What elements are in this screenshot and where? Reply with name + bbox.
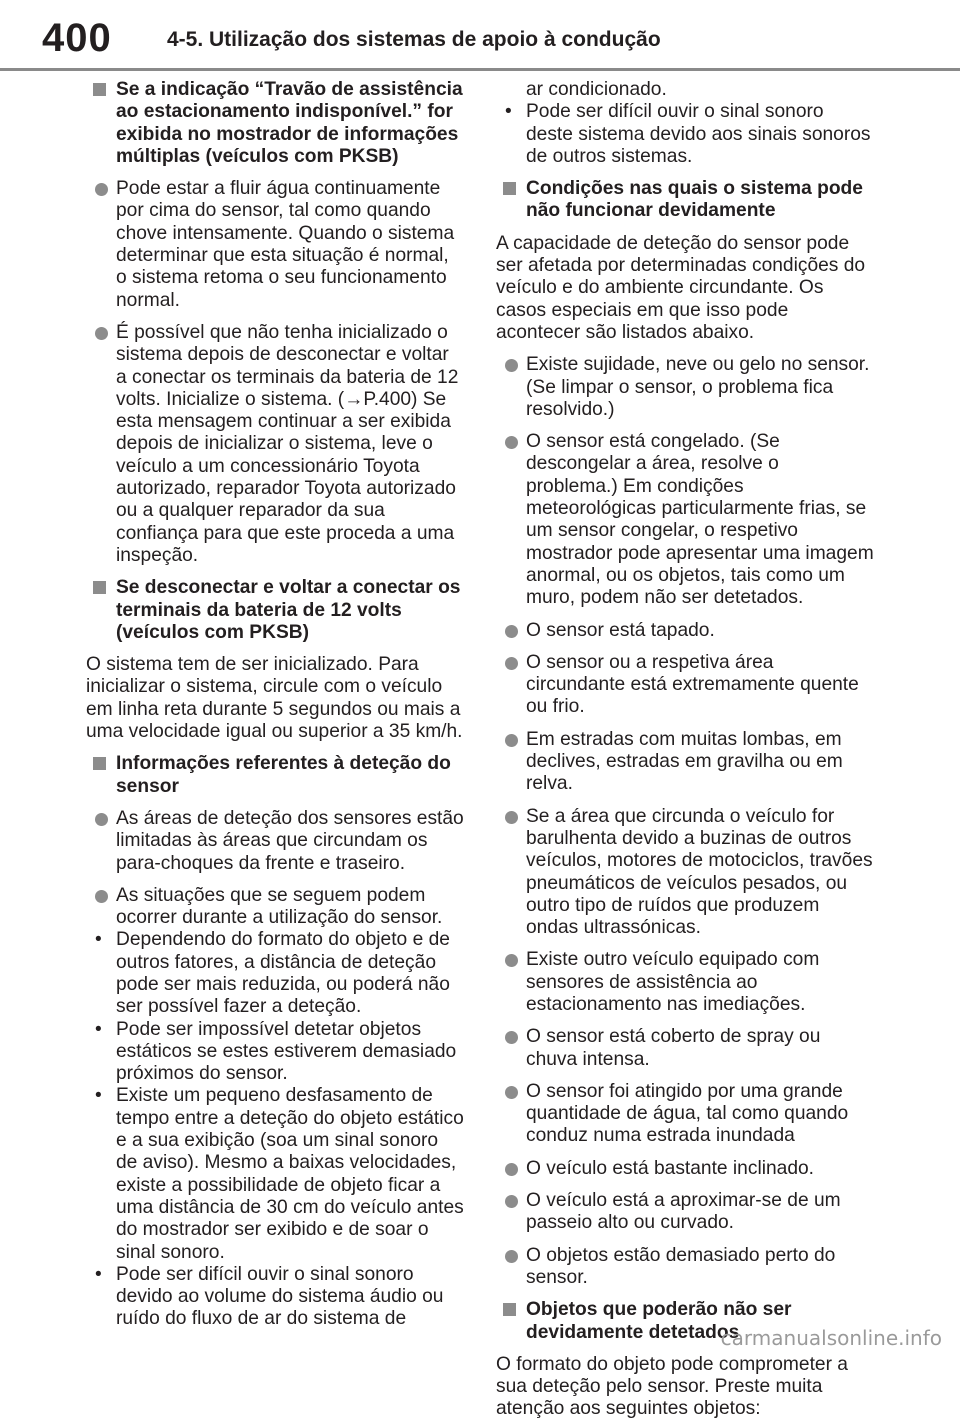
continuation-text: ar condicionado. (526, 79, 667, 100)
paragraph-object-shape: O formato do objeto pode comprometer a sua deteção pelo sensor. Preste muita atenção aos seguintes objetos: (496, 1353, 848, 1420)
bullet-curb: O veículo está a aproximar-se de um passeio alto ou curvado. (496, 1190, 874, 1235)
bullet-water-flow: Pode estar a fluir água continuamente por cima do sensor, tal como quando chove intensamente. Quando o sistema determinar que esta situação é normal, o sistema retoma o seu funcionamento normal. (86, 178, 464, 312)
heading-sensor-detection: Informações referentes à deteção do sensor (86, 753, 464, 798)
sub-bullet-static-objects: • Pode ser impossível detetar objetos estáticos se estes estiverem demasiado próximos do sensor. (86, 1019, 464, 1086)
sub-bullet-audio-volume: • Pode ser difícil ouvir o sinal sonoro devido ao volume do sistema áudio ou ruído do fluxo de ar do sistema de (86, 1264, 464, 1331)
bullet-frozen: O sensor está congelado. (Se descongelar a área, resolve o problema.) Em condições meteorológicas particularmente frias, se um sensor congelar, o respetivo mostrador pode apresentar uma imagem anormal, ou os objetos, tais como um muro, podem não ser detetados. (496, 431, 874, 609)
section-title: 4-5. Utilização dos sistemas de apoio à condução (167, 28, 661, 51)
bullet-covered: O sensor está tapado. (496, 620, 874, 642)
bullet-not-initialized: É possível que não tenha inicializado o sistema depois de desconectar e voltar a conectar os terminais da bateria de 12 volts. Inicialize o sistema. (→P.400) Se esta mensagem continuar a ser exibida depois de inicializar o sistema, leve o veículo a um concessionário Toyota autorizado, reparador Toyota autorizado ou a qualquer reparador da sua confiança para que este proceda a uma inspeção. (86, 322, 464, 567)
heading-pksb-unavailable: Se a indicação “Travão de assistência ao estacionamento indisponível.” for exibida no mostrador de informações múltiplas (veículos com PKSB) (86, 79, 464, 168)
bullet-too-close: O objetos estão demasiado perto do sensor. (496, 1245, 874, 1290)
right-column (496, 79, 874, 1421)
sub-bullet-other-sounds: • Pode ser difícil ouvir o sinal sonoro deste sistema devido aos sinais sonoros de outros sistemas. (496, 101, 874, 168)
page-number: 400 (42, 16, 112, 60)
heading-malfunction-conditions: Condições nas quais o sistema pode não funcionar devidamente (496, 178, 874, 223)
bullet-water: O sensor foi atingido por uma grande quantidade de água, tal como quando conduz numa estrada inundada (496, 1081, 874, 1148)
bullet-bumpy-roads: Em estradas com muitas lombas, em declives, estradas em gravilha ou em relva. (496, 729, 874, 796)
sub-bullet-object-shape: • Dependendo do formato do objeto e de outros fatores, a distância de deteção pode ser mais reduzida, ou poderá não ser possível fazer a deteção. (86, 929, 464, 1018)
bullet-inclined: O veículo está bastante inclinado. (496, 1158, 874, 1180)
paragraph-initialize: O sistema tem de ser inicializado. Para inicializar o sistema, circule com o veículo em linha reta durante 5 segundos ou mais a uma velocidade igual ou superior a 35 km/h. (86, 654, 463, 743)
header-rule (0, 68, 960, 71)
bullet-noise: Se a área que circunda o veículo for barulhenta devido a buzinas de outros veículos, motores de motociclos, travões pneumáticos de veículos pesados, ou outro tipo de ruídos que produzem ondas ultrassónicas. (496, 806, 874, 940)
bullet-detection-areas: As áreas de deteção dos sensores estão limitadas às áreas que circundam os para-choques da frente e traseiro. (86, 808, 464, 875)
bullet-spray: O sensor está coberto de spray ou chuva intensa. (496, 1026, 874, 1071)
heading-battery-reconnect: Se desconectar e voltar a conectar os terminais da bateria de 12 volts (veículos com PKSB) (86, 577, 464, 644)
paragraph-conditions: A capacidade de deteção do sensor pode ser afetada por determinadas condições do veículo e do ambiente circundante. Os casos especiais em que isso pode acontecer são listados abaixo. (496, 232, 866, 343)
bullet-other-vehicle: Existe outro veículo equipado com sensores de assistência ao estacionamento nas imediações. (496, 949, 874, 1016)
bullet-situations: As situações que se seguem podem ocorrer durante a utilização do sensor. (86, 885, 464, 930)
bullet-hot-cold: O sensor ou a respetiva área circundante está extremamente quente ou frio. (496, 652, 874, 719)
sub-bullet-time-lag: • Existe um pequeno desfasamento de tempo entre a deteção do objeto estático e a sua exibição (soa um sinal sonoro de aviso). Mesmo a baixas velocidades, existe a possibilidade de objeto ficar a uma distância de 30 cm do veículo antes do mostrador ser exibido e de soar o sinal sonoro. (86, 1085, 464, 1263)
watermark: carmanualsonline.info (720, 1326, 942, 1350)
heading-undetected-objects: Objetos que poderão não ser devidamente detetados (496, 1299, 874, 1344)
bullet-dirt-snow: Existe sujidade, neve ou gelo no sensor. (Se limpar o sensor, o problema fica resolvido.) (496, 354, 874, 421)
left-column (86, 79, 464, 1331)
